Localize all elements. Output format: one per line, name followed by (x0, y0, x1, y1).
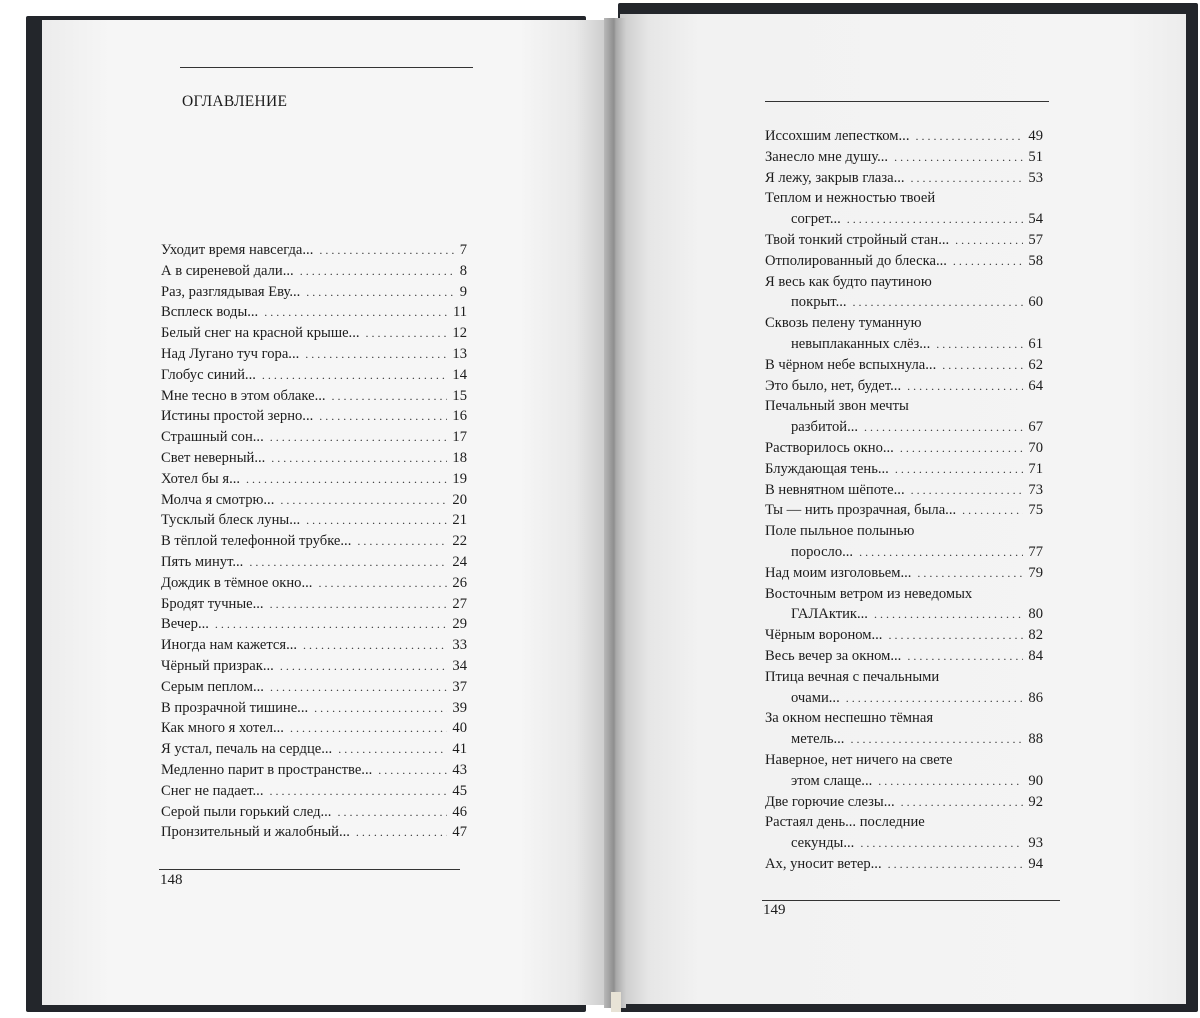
leader-dots (378, 760, 447, 781)
leader-dots (319, 240, 454, 261)
toc-entry (161, 365, 467, 386)
toc-entry-page: 9 (459, 283, 467, 300)
leader-dots (319, 406, 447, 427)
toc-entry-title: Пять минут... (161, 553, 244, 570)
toc-list-left (161, 240, 467, 843)
toc-entry (161, 760, 467, 781)
toc-entry (765, 625, 1043, 646)
toc-entry-title: Отполированный до блеска... (765, 252, 947, 269)
leader-dots (962, 500, 1023, 521)
toc-entry (765, 812, 1043, 833)
leader-dots (303, 635, 447, 656)
leader-dots (332, 386, 448, 407)
toc-entry-title: Птица вечная с печальными (765, 668, 940, 685)
leader-dots (314, 698, 447, 719)
toc-entry (765, 667, 1043, 688)
toc-entry-page: 22 (452, 533, 467, 550)
toc-entry-page: 70 (1028, 439, 1043, 456)
toc-entry-page: 40 (452, 720, 467, 737)
toc-entry-continuation (765, 542, 1043, 563)
toc-entry-page: 71 (1028, 460, 1043, 477)
toc-entry-page: 34 (452, 657, 467, 674)
top-rule (765, 101, 1049, 102)
toc-entry-title: Сквозь пелену туманную (765, 315, 922, 332)
toc-entry-page: 47 (452, 824, 467, 841)
toc-entry-title: Печальный звон мечты (765, 398, 909, 415)
toc-entry-title: Восточным ветром из неведомых (765, 585, 973, 602)
toc-entry-page: 41 (452, 741, 467, 758)
leader-dots (864, 417, 1023, 438)
top-rule (180, 67, 473, 68)
leader-dots (874, 604, 1023, 625)
toc-entry-title-cont: секунды... (791, 835, 855, 852)
toc-entry (765, 459, 1043, 480)
toc-entry-page: 19 (452, 470, 467, 487)
toc-entry-title: Дождик в тёмное окно... (161, 574, 313, 591)
leader-dots (249, 552, 447, 573)
toc-entry (765, 708, 1043, 729)
toc-entry-title: Растворилось окно... (765, 439, 894, 456)
leader-dots (895, 459, 1024, 480)
toc-entry (161, 802, 467, 823)
toc-entry-page: 15 (452, 387, 467, 404)
toc-entry (765, 480, 1043, 501)
toc-entry-page: 64 (1028, 377, 1043, 394)
toc-entry-continuation (765, 209, 1043, 230)
leader-dots (850, 729, 1023, 750)
toc-entry-page: 60 (1028, 294, 1043, 311)
toc-entry-page: 18 (452, 449, 467, 466)
toc-entry (161, 261, 467, 282)
leader-dots (337, 802, 447, 823)
toc-entry-page: 14 (452, 366, 467, 383)
toc-entry (765, 126, 1043, 147)
toc-entry (765, 521, 1043, 542)
toc-entry (765, 313, 1043, 334)
toc-entry-page: 21 (452, 512, 467, 529)
toc-entry-title-cont: очами... (791, 689, 840, 706)
toc-entry-title: Тусклый блеск луны... (161, 512, 301, 529)
toc-entry-title: Как много я хотел... (161, 720, 284, 737)
leader-dots (262, 365, 448, 386)
toc-entry (161, 552, 467, 573)
toc-entry (765, 272, 1043, 293)
toc-heading: ОГЛАВЛЕНИЕ (182, 93, 288, 110)
toc-entry (161, 406, 467, 427)
toc-list-right (765, 126, 1043, 875)
toc-entry (161, 469, 467, 490)
toc-entry-page: 33 (452, 637, 467, 654)
toc-entry-page: 29 (452, 616, 467, 633)
toc-entry (765, 854, 1043, 875)
toc-entry-title: Наверное, нет ничего на свете (765, 751, 953, 768)
leader-dots (306, 510, 447, 531)
toc-entry (161, 822, 467, 843)
toc-entry-title: Две горючие слезы... (765, 793, 895, 810)
leader-dots (853, 292, 1024, 313)
toc-entry-title: Истины простой зерно... (161, 408, 314, 425)
toc-entry (765, 168, 1043, 189)
toc-entry-title: Бродят тучные... (161, 595, 264, 612)
toc-entry-page: 86 (1028, 689, 1043, 706)
toc-entry-page: 46 (452, 803, 467, 820)
toc-entry-title: Над моим изголовьем... (765, 564, 912, 581)
leader-dots (270, 594, 448, 615)
toc-entry (161, 677, 467, 698)
leader-dots (264, 302, 448, 323)
bottom-rule (762, 900, 1060, 901)
toc-entry-title: Страшный сон... (161, 429, 264, 446)
leader-dots (936, 334, 1023, 355)
toc-entry-title-cont: невыплаканных слёз... (791, 335, 931, 352)
toc-entry-title: Растаял день... последние (765, 814, 925, 831)
toc-entry (161, 656, 467, 677)
leader-dots (878, 771, 1023, 792)
leader-dots (357, 531, 447, 552)
toc-entry-continuation (765, 833, 1043, 854)
leader-dots (280, 656, 448, 677)
toc-entry (765, 147, 1043, 168)
toc-entry-page: 67 (1028, 419, 1043, 436)
toc-entry-title: Иссохшим лепестком... (765, 128, 910, 144)
toc-entry (161, 739, 467, 760)
toc-entry-title: Мне тесно в этом облаке... (161, 387, 326, 404)
leader-dots (305, 344, 447, 365)
leader-dots (246, 469, 447, 490)
leader-dots (955, 230, 1023, 251)
toc-entry-title: Всплеск воды... (161, 304, 259, 321)
toc-entry (161, 531, 467, 552)
toc-entry-page: 61 (1028, 335, 1043, 352)
toc-entry-title: Свет неверный... (161, 449, 266, 466)
toc-entry-title-cont: поросло... (791, 543, 854, 560)
toc-entry-page: 39 (452, 699, 467, 716)
toc-entry-page: 94 (1028, 855, 1043, 872)
toc-entry-title: Весь вечер за окном... (765, 647, 902, 664)
toc-entry (161, 302, 467, 323)
toc-entry-title-cont: метель... (791, 731, 845, 748)
toc-entry (765, 376, 1043, 397)
toc-entry-continuation (765, 417, 1043, 438)
toc-entry-title: Блуждающая тень... (765, 460, 889, 477)
toc-entry (161, 240, 467, 261)
toc-entry-page: 79 (1028, 564, 1043, 581)
toc-entry-title: Серой пыли горький след... (161, 803, 332, 820)
toc-entry-title: Уходит время навсегда... (161, 242, 314, 258)
leader-dots (894, 147, 1023, 168)
leader-dots (271, 448, 447, 469)
toc-entry-continuation (765, 334, 1043, 355)
toc-entry-title: Чёрный призрак... (161, 657, 274, 674)
toc-entry-title: Я устал, печаль на сердце... (161, 741, 333, 758)
toc-entry-title: Теплом и нежностью твоей (765, 190, 936, 207)
leader-dots (366, 323, 448, 344)
toc-entry (765, 563, 1043, 584)
toc-entry (161, 448, 467, 469)
toc-entry (161, 344, 467, 365)
toc-entry (161, 386, 467, 407)
toc-entry-title: Молча я смотрю... (161, 491, 275, 508)
toc-entry-title-cont: этом слаще... (791, 772, 873, 789)
toc-entry-continuation (765, 688, 1043, 709)
toc-entry-page: 26 (452, 574, 467, 591)
toc-entry (765, 792, 1043, 813)
leader-dots (215, 614, 447, 635)
toc-entry-page: 49 (1028, 128, 1043, 144)
toc-entry-page: 45 (452, 782, 467, 799)
toc-entry-page: 62 (1028, 356, 1043, 373)
toc-entry-title: Медленно парит в пространстве... (161, 761, 373, 778)
toc-entry-continuation (765, 604, 1043, 625)
toc-entry-page: 8 (459, 262, 467, 279)
toc-entry-page: 75 (1028, 502, 1043, 519)
toc-entry-title: Белый снег на красной крыше... (161, 325, 360, 342)
toc-entry-title: Пронзительный и жалобный... (161, 824, 350, 841)
toc-entry (765, 750, 1043, 771)
toc-entry (765, 500, 1043, 521)
toc-entry-page: 53 (1028, 169, 1043, 186)
toc-entry-title: За окном неспешно тёмная (765, 710, 934, 727)
left-page (42, 20, 610, 1005)
leader-dots (888, 854, 1024, 875)
toc-entry-page: 24 (452, 553, 467, 570)
toc-entry-title: Вечер... (161, 616, 209, 633)
toc-entry-page: 80 (1028, 606, 1043, 623)
toc-entry-page: 92 (1028, 793, 1043, 810)
leader-dots (907, 646, 1023, 667)
leader-dots (847, 209, 1024, 230)
toc-entry-title: В невнятном шёпоте... (765, 481, 905, 498)
toc-entry (161, 282, 467, 303)
leader-dots (300, 261, 455, 282)
toc-entry-title: Глобус синий... (161, 366, 256, 383)
leader-dots (917, 563, 1023, 584)
toc-entry-title-cont: разбитой... (791, 419, 859, 436)
right-page (620, 14, 1186, 1004)
toc-entry (765, 251, 1043, 272)
toc-entry-page: 27 (452, 595, 467, 612)
leader-dots (280, 490, 447, 511)
toc-entry-page: 37 (452, 678, 467, 695)
leader-dots (356, 822, 447, 843)
toc-entry-page: 54 (1028, 211, 1043, 228)
toc-entry-continuation (765, 292, 1043, 313)
leader-dots (860, 833, 1023, 854)
toc-entry-title: Хотел бы я... (161, 470, 241, 487)
toc-entry-page: 11 (452, 304, 467, 321)
toc-entry (161, 781, 467, 802)
toc-entry-continuation (765, 771, 1043, 792)
toc-entry-page: 90 (1028, 772, 1043, 789)
toc-entry-title: Занесло мне душу... (765, 148, 889, 165)
toc-entry (765, 396, 1043, 417)
toc-entry (161, 573, 467, 594)
toc-entry-page: 82 (1028, 627, 1043, 644)
toc-entry-title: Чёрным вороном... (765, 627, 883, 644)
toc-entry-title: Серым пеплом... (161, 678, 264, 695)
toc-entry-title: Ты — нить прозрачная, была... (765, 502, 957, 519)
toc-entry-page: 43 (452, 761, 467, 778)
toc-entry (161, 718, 467, 739)
page-number: 148 (160, 872, 183, 888)
toc-entry-continuation (765, 729, 1043, 750)
toc-entry (765, 646, 1043, 667)
leader-dots (270, 427, 448, 448)
toc-entry (765, 188, 1043, 209)
toc-entry-page: 12 (452, 325, 467, 342)
toc-entry-page: 88 (1028, 731, 1043, 748)
toc-entry (161, 698, 467, 719)
toc-entry-page: 73 (1028, 481, 1043, 498)
toc-entry (161, 323, 467, 344)
leader-dots (953, 251, 1024, 272)
toc-entry (161, 510, 467, 531)
page-number: 149 (763, 902, 786, 918)
toc-entry-title: А в сиреневой дали... (161, 262, 294, 279)
toc-entry-title: Я лежу, закрыв глаза... (765, 169, 905, 186)
leader-dots (911, 480, 1024, 501)
toc-entry-title: Ах, уносит ветер... (765, 855, 882, 872)
toc-entry-title: Снег не падает... (161, 782, 264, 799)
toc-entry-page: 57 (1028, 231, 1043, 248)
toc-entry (161, 490, 467, 511)
toc-entry-title: Поле пыльное полынью (765, 523, 915, 540)
toc-entry-page: 77 (1028, 543, 1043, 560)
toc-entry (765, 584, 1043, 605)
toc-entry (161, 594, 467, 615)
toc-entry-page: 20 (452, 491, 467, 508)
toc-entry-title-cont: согрет... (791, 211, 841, 228)
toc-entry (765, 355, 1043, 376)
toc-entry-title: Раз, разглядывая Еву... (161, 283, 301, 300)
leader-dots (900, 438, 1024, 459)
bookmark-ribbon (611, 992, 621, 1012)
leader-dots (290, 718, 447, 739)
toc-entry-title: В тёплой телефонной трубке... (161, 533, 352, 550)
leader-dots (915, 126, 1023, 147)
toc-entry-title: Твой тонкий стройный стан... (765, 231, 950, 248)
toc-entry-page: 7 (459, 242, 467, 258)
toc-entry-title: В чёрном небе вспыхнула... (765, 356, 937, 373)
toc-entry-title-cont: покрыт... (791, 294, 847, 311)
leader-dots (338, 739, 447, 760)
toc-entry-page: 16 (452, 408, 467, 425)
toc-entry-page: 93 (1028, 835, 1043, 852)
toc-entry-title: Я весь как будто паутиною (765, 273, 932, 290)
book-gutter (604, 18, 626, 1008)
leader-dots (318, 573, 447, 594)
toc-entry-page: 84 (1028, 647, 1043, 664)
toc-entry-page: 17 (452, 429, 467, 446)
toc-entry-title: Это было, нет, будет... (765, 377, 902, 394)
leader-dots (859, 542, 1023, 563)
toc-entry-title-cont: ГАЛАктик... (791, 606, 868, 623)
toc-entry (161, 635, 467, 656)
toc-entry-page: 13 (452, 345, 467, 362)
toc-entry-title: Иногда нам кажется... (161, 637, 298, 654)
bottom-rule (159, 869, 460, 870)
leader-dots (942, 355, 1023, 376)
toc-entry (161, 614, 467, 635)
leader-dots (269, 781, 447, 802)
toc-entry-title: В прозрачной тишине... (161, 699, 309, 716)
leader-dots (907, 376, 1023, 397)
toc-entry-page: 58 (1028, 252, 1043, 269)
leader-dots (846, 688, 1024, 709)
leader-dots (888, 625, 1023, 646)
toc-entry (161, 427, 467, 448)
toc-entry-page: 51 (1028, 148, 1043, 165)
leader-dots (270, 677, 447, 698)
leader-dots (911, 168, 1024, 189)
leader-dots (306, 282, 454, 303)
toc-entry-title: Над Лугано туч гора... (161, 345, 300, 362)
toc-entry (765, 230, 1043, 251)
leader-dots (901, 792, 1024, 813)
toc-entry (765, 438, 1043, 459)
